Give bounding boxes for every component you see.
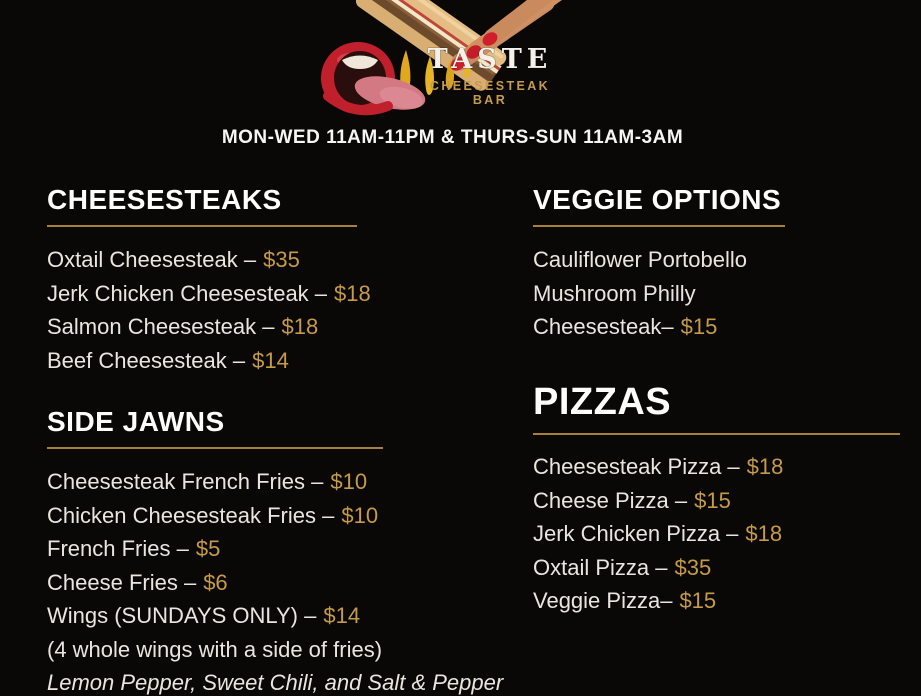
section-veggie-options: [533, 184, 785, 344]
section-title: CHEESESTEAKS: [47, 184, 282, 215]
section-side-jawns: [47, 406, 510, 696]
item-label: Cheese Fries –: [47, 569, 197, 595]
menu-item: [533, 517, 900, 551]
section-underline: [533, 225, 785, 227]
menu-item: [47, 310, 371, 344]
item-price: $14: [323, 603, 361, 628]
menu-item-note: [47, 633, 510, 667]
menu-item-flavors: [47, 666, 510, 696]
item-label: Chicken Cheesesteak Fries –: [47, 502, 335, 528]
item-label: Mushroom Philly: [533, 280, 696, 306]
item-price: $15: [680, 314, 718, 339]
item-price: $15: [679, 588, 717, 613]
menu-item: [47, 532, 510, 566]
item-price: $35: [674, 554, 712, 580]
section-title: PIZZAS: [533, 381, 672, 423]
section-items: [47, 243, 371, 377]
menu-item: [533, 243, 785, 277]
section-items: [47, 465, 510, 696]
brand-tagline: CHEESESTEAK BAR: [429, 79, 551, 107]
section-title: VEGGIE OPTIONS: [533, 184, 782, 215]
menu-item: [47, 499, 510, 533]
item-label: Lemon Pepper, Sweet Chili, and Salt & Pepper: [47, 670, 504, 695]
item-label: Cauliflower Portobello: [533, 247, 747, 272]
section-cheesesteaks: [47, 184, 371, 377]
item-label: Oxtail Pizza –: [533, 554, 668, 580]
item-price: $6: [203, 569, 228, 595]
item-label: (4 whole wings with a side of fries): [47, 636, 383, 662]
menu-item: [533, 277, 785, 311]
menu-item: [533, 584, 900, 618]
item-label: Salmon Cheesesteak –: [47, 314, 275, 339]
item-label: Beef Cheesesteak –: [47, 347, 246, 373]
opening-hours: MON-WED 11AM-11PM & THURS-SUN 11AM-3AM: [221, 127, 684, 148]
menu-item: [47, 465, 510, 499]
menu-item: [47, 243, 371, 277]
section-pizzas: [533, 381, 900, 618]
menu-item: [47, 599, 510, 633]
item-label: Veggie Pizza–: [533, 588, 673, 613]
item-label: French Fries –: [47, 536, 189, 561]
section-items: [533, 243, 785, 344]
section-title: SIDE JAWNS: [47, 406, 225, 437]
item-price: $14: [252, 347, 289, 373]
menu-item: [47, 344, 371, 378]
item-label: Cheese Pizza –: [533, 487, 688, 513]
menu-item: [533, 484, 900, 518]
item-price: $18: [281, 314, 319, 339]
menu-item: [533, 310, 785, 344]
section-underline: [47, 447, 383, 449]
item-price: $10: [341, 502, 379, 528]
brand-name: TASTE: [427, 44, 553, 75]
item-price: $18: [745, 521, 783, 546]
item-label: Jerk Chicken Pizza –: [533, 521, 739, 546]
item-label: Cheesesteak French Fries –: [47, 469, 324, 494]
brand-block: [410, 44, 570, 107]
item-price: $18: [334, 280, 371, 306]
item-price: $15: [694, 487, 731, 513]
menu-item: [533, 551, 900, 585]
item-label: Jerk Chicken Cheesesteak –: [47, 280, 328, 306]
item-label: Cheesesteak–: [533, 314, 674, 339]
section-items: [533, 450, 900, 618]
item-price: $18: [746, 454, 784, 479]
item-price: $10: [330, 469, 368, 494]
menu-item: [47, 277, 371, 311]
item-label: Oxtail Cheesesteak –: [47, 247, 257, 272]
section-underline: [533, 433, 900, 435]
item-price: $5: [195, 536, 221, 561]
item-label: Cheesesteak Pizza –: [533, 454, 740, 479]
item-price: $35: [263, 247, 300, 272]
menu-item: [533, 450, 900, 484]
section-underline: [47, 225, 357, 227]
menu-item: [47, 566, 510, 600]
item-label: Wings (SUNDAYS ONLY) –: [47, 603, 317, 628]
